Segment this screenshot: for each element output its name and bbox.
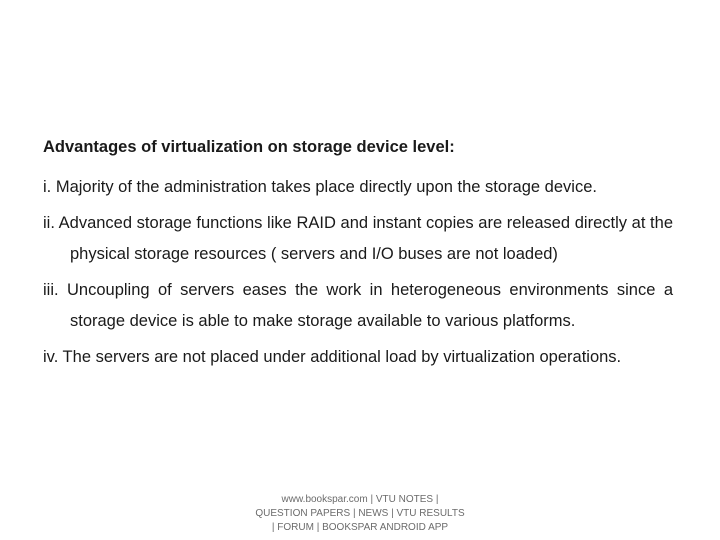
list-item: ii. Advanced storage functions like RAID and instant copies are released directly at the physical storage resources ( servers and I/O buses are not loaded) bbox=[43, 213, 673, 263]
footer-line: | FORUM | BOOKSPAR ANDROID APP bbox=[271, 522, 449, 533]
footer-line: QUESTION PAPERS | NEWS | VTU RESULTS bbox=[255, 508, 465, 519]
list-item: iv. The servers are not placed under additional load by virtualization operations. bbox=[43, 347, 622, 366]
list-item: i. Majority of the administration takes place directly upon the storage device. bbox=[43, 178, 597, 196]
slide-heading: Advantages of virtualization on storage device level: bbox=[43, 138, 455, 156]
list-item: iii. Uncoupling of servers eases the work in heterogeneous environments since a storage device is able to make storage available to various platforms. bbox=[43, 280, 673, 330]
footer-line: www.bookspar.com | VTU NOTES | bbox=[281, 494, 439, 505]
footer-watermark bbox=[240, 493, 480, 535]
advantages-list bbox=[43, 172, 673, 377]
